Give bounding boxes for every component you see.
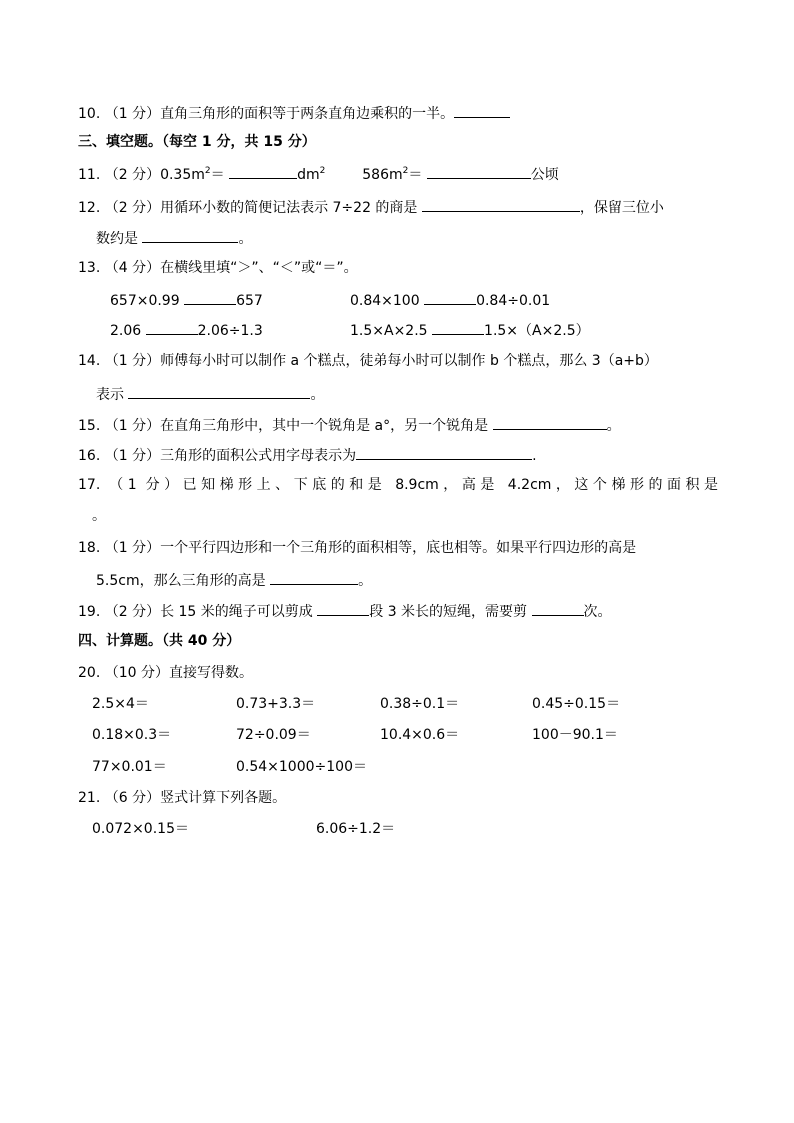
compare-left: 657×0.99	[110, 293, 180, 309]
calc-item: 0.38÷0.1＝	[380, 696, 460, 712]
compare-left: 2.06	[110, 323, 142, 339]
punctuation: 。	[310, 387, 325, 403]
punctuation: 。	[238, 231, 253, 247]
question-17-line2: 。	[92, 508, 106, 524]
question-18-line2	[96, 569, 372, 591]
compare-item-3	[110, 319, 263, 341]
calc-item: 0.45÷0.15＝	[532, 696, 621, 712]
answer-blank[interactable]	[454, 102, 510, 118]
question-11	[78, 163, 559, 185]
compare-right: 657	[236, 293, 263, 309]
answer-blank[interactable]	[142, 227, 238, 243]
answer-blank[interactable]	[270, 569, 358, 585]
compare-right: 1.5×（A×2.5）	[484, 323, 590, 339]
unit-label: dm	[297, 167, 320, 183]
compare-item-1	[110, 289, 263, 311]
compare-left: 0.84×100	[350, 293, 420, 309]
equals-sign: ＝	[408, 167, 423, 183]
question-14-line1: 14. （1 分）师傅每小时可以制作 a 个糕点，徒弟每小时可以制作 b 个糕点，那么 3（a+b）	[78, 353, 658, 369]
question-12-text: 12. （2 分）用循环小数的简便记法表示 7÷22 的商是	[78, 200, 418, 216]
superscript: 2	[319, 166, 326, 176]
question-18-line1: 18. （1 分）一个平行四边形和一个三角形的面积相等，底也相等。如果平行四边形的高是	[78, 540, 637, 556]
punctuation: .	[532, 448, 537, 464]
superscript: 2	[402, 166, 409, 176]
vertical-calc-item: 6.06÷1.2＝	[316, 821, 396, 837]
answer-blank[interactable]	[432, 319, 484, 335]
question-10	[78, 102, 510, 124]
calc-item: 72÷0.09＝	[236, 727, 311, 743]
question-16-text: 16. （1 分）三角形的面积公式用字母表示为	[78, 448, 357, 464]
question-12-line2	[96, 227, 252, 249]
answer-blank[interactable]	[422, 196, 580, 212]
compare-left: 1.5×A×2.5	[350, 323, 428, 339]
answer-blank[interactable]	[128, 383, 310, 399]
question-17-line1: 17. （1 分）已知梯形上、下底的和是 8.9cm，高是 4.2cm，这个梯形的面积是	[78, 477, 718, 493]
calc-item: 0.73+3.3＝	[236, 696, 316, 712]
compare-item-2	[350, 289, 550, 311]
question-14-line2	[96, 383, 324, 405]
answer-blank[interactable]	[317, 600, 369, 616]
compare-right: 0.84÷0.01	[476, 293, 551, 309]
equals-sign: ＝	[210, 167, 225, 183]
question-18-text2: 5.5cm，那么三角形的高是	[96, 573, 266, 589]
question-19-text3: 次。	[583, 604, 612, 620]
answer-blank[interactable]	[532, 600, 584, 616]
question-15	[78, 414, 621, 436]
question-15-text: 15. （1 分）在直角三角形中，其中一个锐角是 a°，另一个锐角是	[78, 418, 489, 434]
superscript: 2	[204, 166, 211, 176]
section-3-title: 三、填空题。（每空 1 分，共 15 分）	[78, 134, 316, 150]
answer-blank[interactable]	[424, 289, 476, 305]
answer-blank[interactable]	[146, 319, 198, 335]
question-13: 13. （4 分）在横线里填“＞”、“＜”或“＝”。	[78, 260, 358, 276]
calc-item: 77×0.01＝	[92, 759, 167, 775]
question-12-text2: 数约是	[96, 231, 138, 247]
calc-item: 2.5×4＝	[92, 696, 149, 712]
question-21: 21. （6 分）竖式计算下列各题。	[78, 790, 287, 806]
punctuation: 。	[606, 418, 621, 434]
vertical-calc-item: 0.072×0.15＝	[92, 821, 189, 837]
unit-label: 公顷	[530, 167, 559, 183]
calc-item: 10.4×0.6＝	[380, 727, 460, 743]
question-14-text2: 表示	[96, 387, 124, 403]
question-12-line1	[78, 196, 664, 218]
answer-blank[interactable]	[184, 289, 236, 305]
calc-item: 0.18×0.3＝	[92, 727, 172, 743]
answer-blank[interactable]	[493, 414, 607, 430]
section-4-title: 四、计算题。（共 40 分）	[78, 633, 241, 649]
compare-item-4	[350, 319, 590, 341]
question-12-text-end: ，保留三位小	[579, 200, 664, 216]
question-11-part2: 586m	[362, 167, 403, 183]
question-10-text: 10. （1 分）直角三角形的面积等于两条直角边乘积的一半。	[78, 106, 455, 122]
answer-blank[interactable]	[427, 163, 531, 179]
punctuation: 。	[358, 573, 373, 589]
question-19-text1: 19. （2 分）长 15 米的绳子可以剪成	[78, 604, 313, 620]
question-11-part1: 11. （2 分）0.35m	[78, 167, 205, 183]
question-19-text2: 段 3 米长的短绳，需要剪	[369, 604, 528, 620]
question-19	[78, 600, 612, 622]
calc-item: 100－90.1＝	[532, 727, 618, 743]
compare-right: 2.06÷1.3	[197, 323, 263, 339]
calc-item: 0.54×1000÷100＝	[236, 759, 367, 775]
question-16	[78, 444, 537, 466]
answer-blank[interactable]	[229, 163, 297, 179]
question-20: 20. （10 分）直接写得数。	[78, 665, 253, 681]
answer-blank[interactable]	[356, 444, 532, 460]
